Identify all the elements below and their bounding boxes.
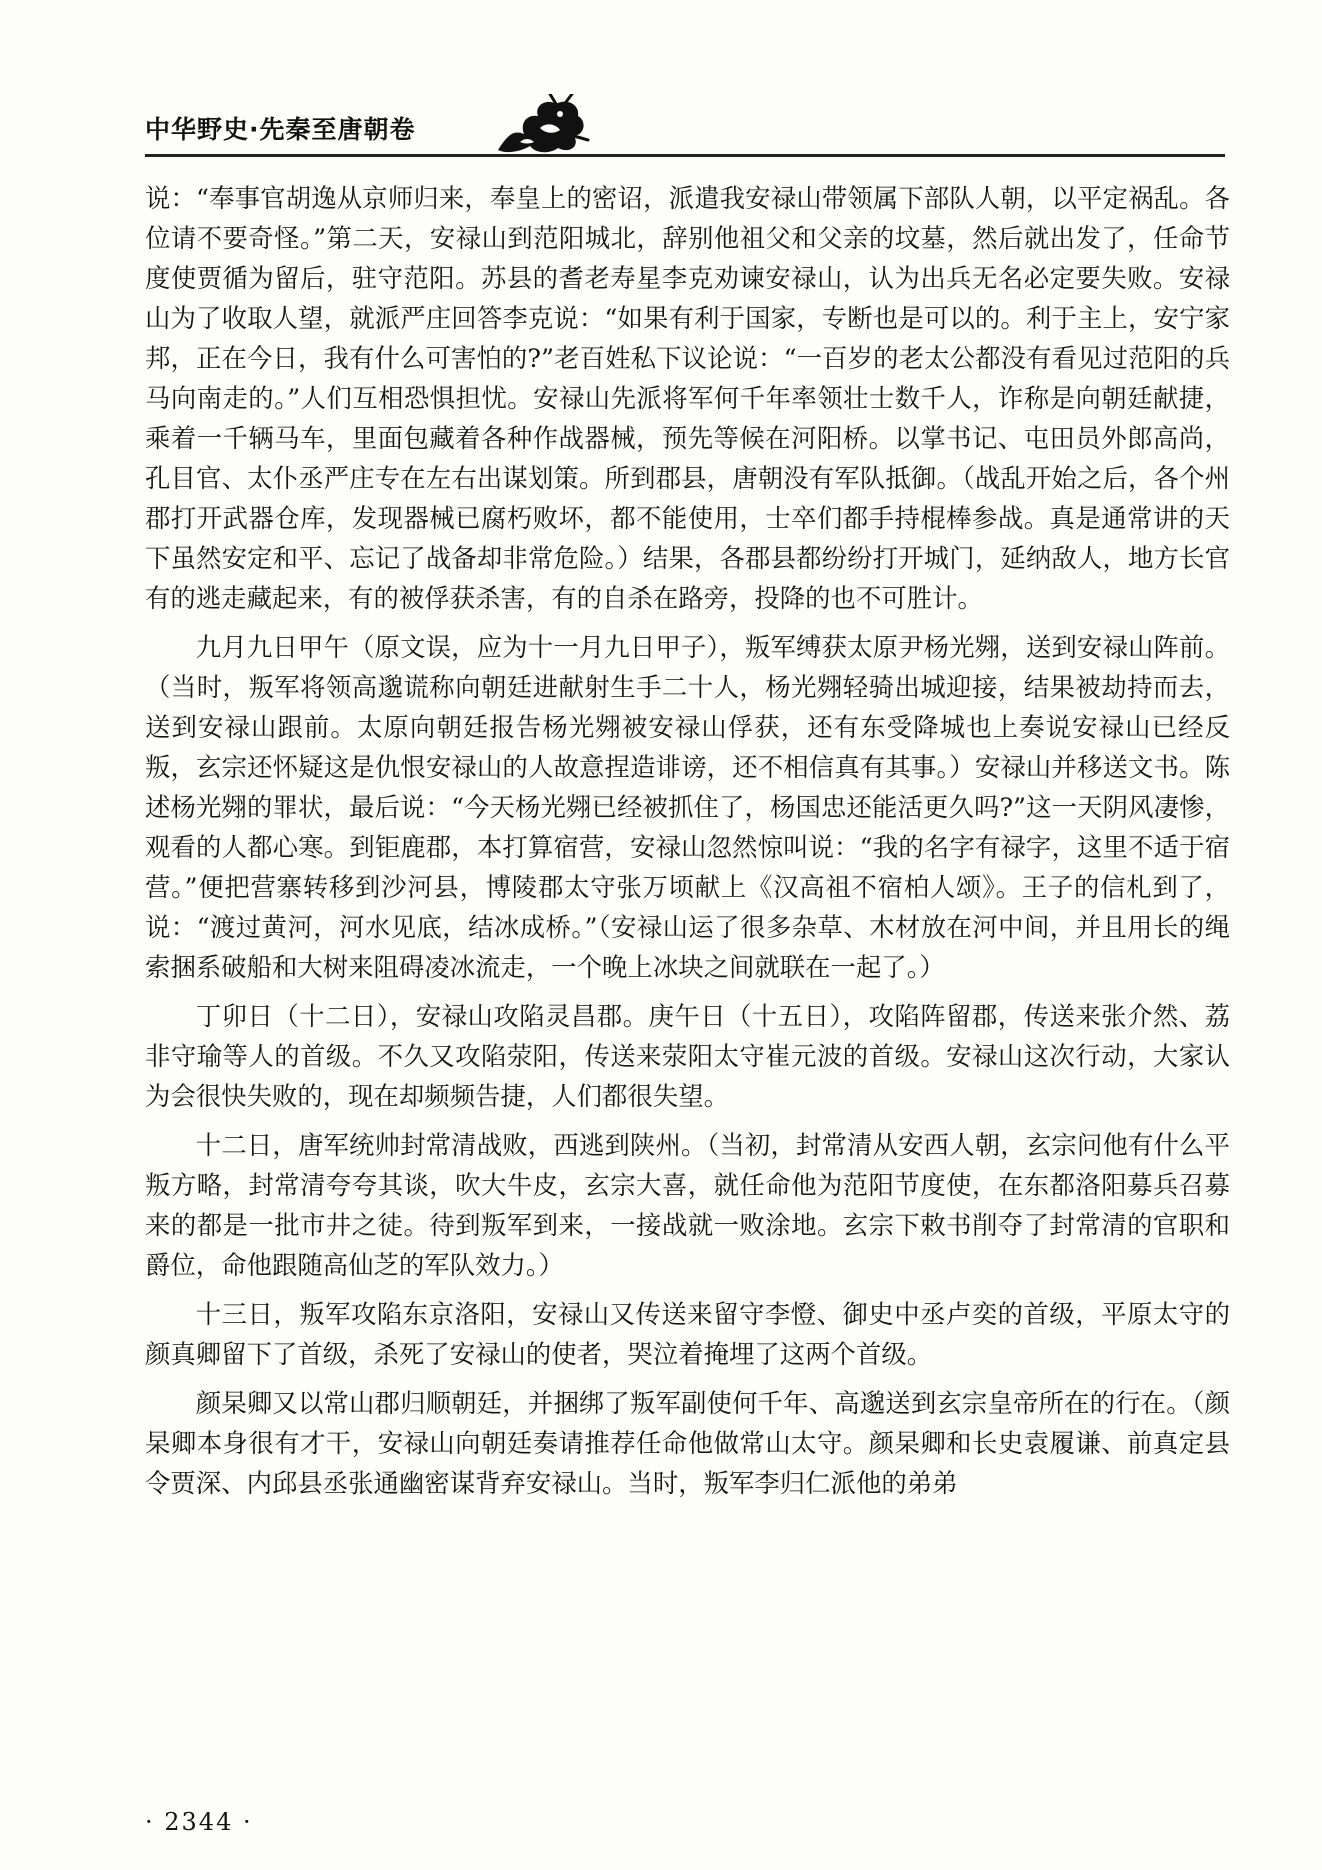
- running-header: [145, 92, 1225, 160]
- paragraph: 颜杲卿又以常山郡归顺朝廷，并捆绑了叛军副使何千年、高邈送到玄宗皇帝所在的行在。（颜杲卿本身很有才干，安禄山向朝廷奏请推荐任命他做常山太守。颜杲卿和长史袁履谦、前真定县令贾深、内邱县丞张通幽密谋背弃安禄山。当时，叛军李归仁派他的弟弟: [145, 1388, 1230, 1498]
- page-number: · 2344 ·: [145, 1808, 253, 1836]
- paragraph: 说：“奉事官胡逸从京师归来，奉皇上的密诏，派遣我安禄山带领属下部队人朝，以平定祸乱。各位请不要奇怪。”第二天，安禄山到范阳城北，辞别他祖父和父亲的坟墓，然后就出发了，任命节度使贾循为留后，驻守范阳。苏县的耆老寿星李克劝谏安禄山，认为出兵无名必定要失败。安禄山为了收取人望，就派严庄回答李克说：“如果有利于国家，专断也是可以的。利于主上，安宁家邦，正在今日，我有什么可害怕的?”老百姓私下议论说：“一百岁的老太公都没有看见过范阳的兵马向南走的。”人们互相恐惧担忧。安禄山先派将军何千年率领壮士数千人，诈称是向朝廷献捷，乘着一千辆马车，里面包藏着各种作战器械，预先等候在河阳桥。以掌书记、屯田员外郎高尚，孔目官、太仆丞严庄专在左右出谋划策。所到郡县，唐朝没有军队抵御。（战乱开始之后，各个州郡打开武器仓库，发现器械已腐朽败坏，都不能使用，士卒们都手持棍棒参战。真是通常讲的天下虽然安定和平、忘记了战备却非常危险。）结果，各郡县都纷纷打开城门，延纳敌人，地方长官有的逃走藏起来，有的被俘获杀害，有的自杀在路旁，投降的也不可胜计。: [145, 183, 1230, 613]
- paragraph: 十三日，叛军攻陷东京洛阳，安禄山又传送来留守李憕、御史中丞卢奕的首级，平原太守的颜真卿留下了首级，杀死了安禄山的使者，哭泣着掩埋了这两个首级。: [145, 1299, 1230, 1369]
- header-rule: [145, 154, 1225, 157]
- paragraph: 丁卯日（十二日），安禄山攻陷灵昌郡。庚午日（十五日），攻陷阵留郡，传送来张介然、荔非守瑜等人的首级。不久又攻陷荥阳，传送来荥阳太守崔元波的首级。安禄山这次行动，大家认为会很快失败的，现在却频频告捷，人们都很失望。: [145, 1001, 1230, 1111]
- paragraph: 九月九日甲午（原文误，应为十一月九日甲子），叛军缚获太原尹杨光翙，送到安禄山阵前。（当时，叛军将领高邈谎称向朝廷进献射生手二十人，杨光翙轻骑出城迎接，结果被劫持而去，送到安禄山跟前。太原向朝廷报告杨光翙被安禄山俘获，还有东受降城也上奏说安禄山已经反叛，玄宗还怀疑这是仇恨安禄山的人故意捏造诽谤，还不相信真有其事。）安禄山并移送文书。陈述杨光翙的罪状，最后说：“今天杨光翙已经被抓住了，杨国忠还能活更久吗?”这一天阴风凄惨，观看的人都心寒。到钜鹿郡，本打算宿营，安禄山忽然惊叫说：“我的名字有禄字，这里不适于宿营。”便把营寨转移到沙河县，博陵郡太守张万顷献上《汉高祖不宿柏人颂》。王子的信札到了，说：“渡过黄河，河水见底，结冰成桥。”（安禄山运了很多杂草、木材放在河中间，并且用长的绳索捆系破船和大树来阻碍凌冰流走，一个晚上冰块之间就联在一起了。）: [145, 632, 1230, 982]
- body-text: [145, 178, 1230, 1512]
- dragon-emblem-icon: [490, 94, 590, 156]
- book-title: 中华野史·先秦至唐朝卷: [145, 115, 416, 144]
- paragraph: 十二日，唐军统帅封常清战败，西逃到陕州。（当初，封常清从安西人朝，玄宗问他有什么平叛方略，封常清夸夸其谈，吹大牛皮，玄宗大喜，就任命他为范阳节度使，在东都洛阳募兵召募来的都是一批市井之徒。待到叛军到来，一接战就一败涂地。玄宗下敕书削夺了封常清的官职和爵位，命他跟随高仙芝的军队效力。）: [145, 1130, 1230, 1280]
